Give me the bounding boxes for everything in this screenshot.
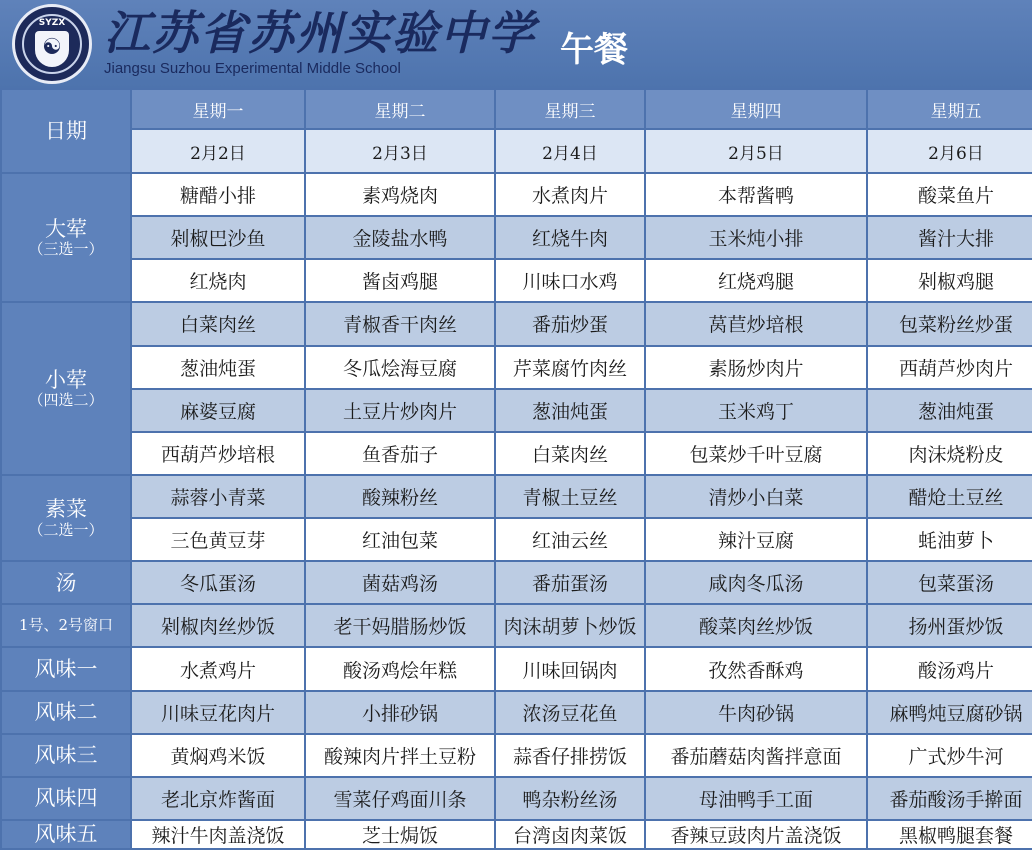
- date-cell: 2月5日: [646, 130, 866, 172]
- menu-dish-cell: 醋炝土豆丝: [868, 476, 1032, 517]
- weekday-header: 星期三: [496, 90, 644, 128]
- date-cell: 2月3日: [306, 130, 494, 172]
- weekday-header: 星期二: [306, 90, 494, 128]
- menu-dish-cell: 酸辣肉片拌土豆粉: [306, 735, 494, 776]
- menu-dish-cell: 鱼香茄子: [306, 433, 494, 474]
- menu-dish-cell: 红烧牛肉: [496, 217, 644, 258]
- menu-dish-cell: 黑椒鸭腿套餐: [868, 821, 1032, 848]
- category-flavor-5: 风味五: [2, 821, 130, 848]
- menu-dish-cell: 蒜蓉小青菜: [132, 476, 304, 517]
- page-header: [0, 0, 1032, 88]
- category-rule: （四选二）: [28, 391, 104, 410]
- category-rice-window: 1号、2号窗口: [2, 605, 130, 646]
- menu-dish-cell: 小排砂锅: [306, 692, 494, 733]
- menu-dish-cell: 鸭杂粉丝汤: [496, 778, 644, 819]
- category-vegetable: [2, 476, 130, 560]
- menu-dish-cell: 肉沫胡萝卜炒饭: [496, 605, 644, 646]
- menu-dish-cell: 金陵盐水鸭: [306, 217, 494, 258]
- category-rule: （二选一）: [28, 520, 104, 539]
- menu-dish-cell: 台湾卤肉菜饭: [496, 821, 644, 848]
- menu-dish-cell: 包菜炒千叶豆腐: [646, 433, 866, 474]
- menu-dish-cell: 三色黄豆芽: [132, 519, 304, 560]
- menu-dish-cell: 番茄蛋汤: [496, 562, 644, 603]
- menu-dish-cell: 莴苣炒培根: [646, 303, 866, 344]
- menu-table: [0, 88, 1032, 850]
- weekday-header: 星期四: [646, 90, 866, 128]
- category-rule: （三选一）: [28, 240, 104, 259]
- category-soup: 汤: [2, 562, 130, 603]
- menu-dish-cell: 葱油炖蛋: [868, 390, 1032, 431]
- menu-dish-cell: 芝士焗饭: [306, 821, 494, 848]
- menu-dish-cell: 西葫芦炒肉片: [868, 347, 1032, 388]
- school-logo: [12, 4, 92, 84]
- menu-dish-cell: 包菜蛋汤: [868, 562, 1032, 603]
- category-flavor-3: 风味三: [2, 735, 130, 776]
- menu-dish-cell: 广式炒牛河: [868, 735, 1032, 776]
- menu-dish-cell: 青椒香干肉丝: [306, 303, 494, 344]
- menu-dish-cell: 番茄酸汤手擀面: [868, 778, 1032, 819]
- menu-dish-cell: 雪菜仔鸡面川条: [306, 778, 494, 819]
- category-label: 小荤: [45, 367, 87, 392]
- menu-dish-cell: 玉米炖小排: [646, 217, 866, 258]
- weekday-header: 星期五: [868, 90, 1032, 128]
- menu-dish-cell: 牛肉砂锅: [646, 692, 866, 733]
- menu-dish-cell: 扬州蛋炒饭: [868, 605, 1032, 646]
- menu-dish-cell: 葱油炖蛋: [496, 390, 644, 431]
- date-cell: 2月4日: [496, 130, 644, 172]
- menu-dish-cell: 冬瓜蛋汤: [132, 562, 304, 603]
- menu-dish-cell: 菌菇鸡汤: [306, 562, 494, 603]
- menu-dish-cell: 蚝油萝卜: [868, 519, 1032, 560]
- menu-dish-cell: 酱汁大排: [868, 217, 1032, 258]
- menu-dish-cell: 香辣豆豉肉片盖浇饭: [646, 821, 866, 848]
- meal-title: 午餐: [560, 30, 628, 70]
- menu-dish-cell: 番茄炒蛋: [496, 303, 644, 344]
- menu-dish-cell: 黄焖鸡米饭: [132, 735, 304, 776]
- menu-dish-cell: 土豆片炒肉片: [306, 390, 494, 431]
- menu-dish-cell: 白菜肉丝: [132, 303, 304, 344]
- menu-dish-cell: 咸肉冬瓜汤: [646, 562, 866, 603]
- menu-dish-cell: 本帮酱鸭: [646, 174, 866, 215]
- category-flavor-1: 风味一: [2, 648, 130, 689]
- menu-dish-cell: 麻婆豆腐: [132, 390, 304, 431]
- category-flavor-2: 风味二: [2, 692, 130, 733]
- menu-dish-cell: 酸辣粉丝: [306, 476, 494, 517]
- menu-dish-cell: 包菜粉丝炒蛋: [868, 303, 1032, 344]
- menu-dish-cell: 酱卤鸡腿: [306, 260, 494, 301]
- menu-dish-cell: 川味口水鸡: [496, 260, 644, 301]
- menu-dish-cell: 老北京炸酱面: [132, 778, 304, 819]
- menu-dish-cell: 水煮鸡片: [132, 648, 304, 689]
- logo-initials: SYZX: [38, 18, 66, 28]
- menu-dish-cell: 肉沫烧粉皮: [868, 433, 1032, 474]
- menu-dish-cell: 西葫芦炒培根: [132, 433, 304, 474]
- school-name-cn: 江苏省苏州实验中学: [104, 6, 536, 60]
- menu-dish-cell: 剁椒鸡腿: [868, 260, 1032, 301]
- weekday-header: 星期一: [132, 90, 304, 128]
- menu-dish-cell: 玉米鸡丁: [646, 390, 866, 431]
- menu-dish-cell: 红烧鸡腿: [646, 260, 866, 301]
- menu-dish-cell: 糖醋小排: [132, 174, 304, 215]
- menu-dish-cell: 麻鸭炖豆腐砂锅: [868, 692, 1032, 733]
- menu-dish-cell: 番茄蘑菇肉酱拌意面: [646, 735, 866, 776]
- menu-dish-cell: 孜然香酥鸡: [646, 648, 866, 689]
- menu-dish-cell: 芹菜腐竹肉丝: [496, 347, 644, 388]
- category-main-dish: [2, 174, 130, 301]
- category-label: 大荤: [45, 217, 87, 241]
- menu-dish-cell: 红烧肉: [132, 260, 304, 301]
- menu-dish-cell: 辣汁豆腐: [646, 519, 866, 560]
- menu-dish-cell: 葱油炖蛋: [132, 347, 304, 388]
- date-cell: 2月6日: [868, 130, 1032, 172]
- category-label: 素菜: [45, 497, 87, 522]
- school-name-en: Jiangsu Suzhou Experimental Middle School: [104, 60, 401, 77]
- menu-dish-cell: 老干妈腊肠炒饭: [306, 605, 494, 646]
- date-cell: 2月2日: [132, 130, 304, 172]
- menu-dish-cell: 素鸡烧肉: [306, 174, 494, 215]
- menu-dish-cell: 冬瓜烩海豆腐: [306, 347, 494, 388]
- menu-dish-cell: 酸菜肉丝炒饭: [646, 605, 866, 646]
- date-label: 日期: [2, 90, 130, 172]
- menu-dish-cell: 川味豆花肉片: [132, 692, 304, 733]
- menu-dish-cell: 红油云丝: [496, 519, 644, 560]
- menu-dish-cell: 浓汤豆花鱼: [496, 692, 644, 733]
- menu-dish-cell: 辣汁牛肉盖浇饭: [132, 821, 304, 848]
- menu-dish-cell: 红油包菜: [306, 519, 494, 560]
- yin-yang-icon: ☯: [42, 35, 62, 60]
- menu-dish-cell: 清炒小白菜: [646, 476, 866, 517]
- menu-dish-cell: 酸汤鸡片: [868, 648, 1032, 689]
- menu-dish-cell: 素肠炒肉片: [646, 347, 866, 388]
- menu-dish-cell: 母油鸭手工面: [646, 778, 866, 819]
- menu-dish-cell: 川味回锅肉: [496, 648, 644, 689]
- menu-dish-cell: 水煮肉片: [496, 174, 644, 215]
- menu-dish-cell: 剁椒肉丝炒饭: [132, 605, 304, 646]
- menu-dish-cell: 酸汤鸡烩年糕: [306, 648, 494, 689]
- menu-dish-cell: 蒜香仔排捞饭: [496, 735, 644, 776]
- shield-icon: [35, 31, 69, 67]
- menu-dish-cell: 剁椒巴沙鱼: [132, 217, 304, 258]
- menu-dish-cell: 白菜肉丝: [496, 433, 644, 474]
- menu-dish-cell: 酸菜鱼片: [868, 174, 1032, 215]
- category-flavor-4: 风味四: [2, 778, 130, 819]
- category-minor-dish: [2, 303, 130, 474]
- menu-dish-cell: 青椒土豆丝: [496, 476, 644, 517]
